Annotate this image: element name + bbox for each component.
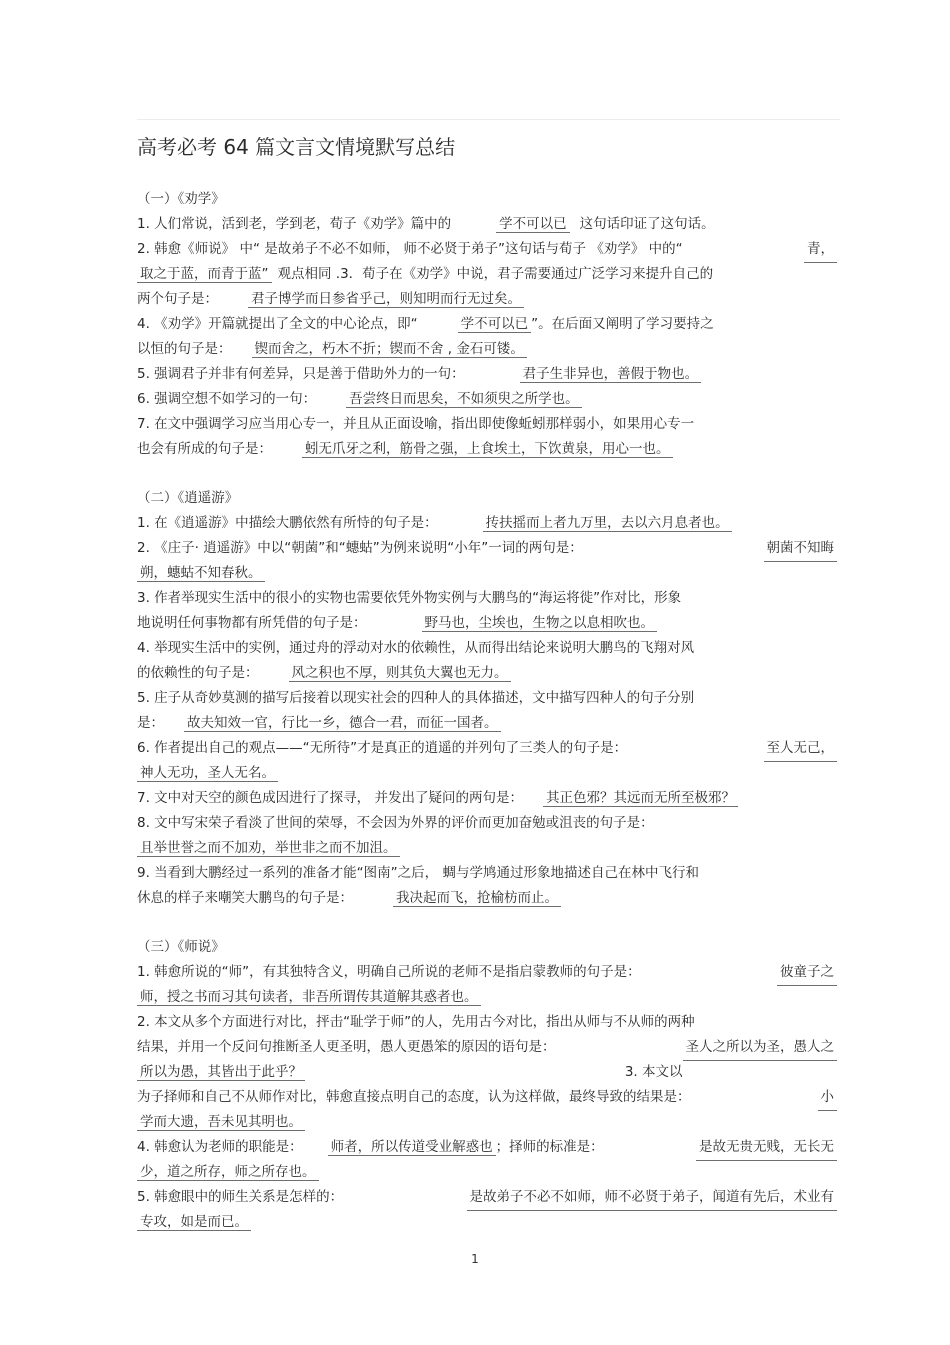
text-line	[137, 886, 837, 911]
text-line	[137, 1035, 837, 1060]
answer-blank: 学不可以已	[496, 216, 570, 233]
answer-blank: 君子生非异也，善假于物也。	[520, 366, 702, 383]
question-text: ；择师的标准是：	[495, 1139, 604, 1155]
text-line	[137, 1060, 837, 1085]
text-line	[137, 960, 837, 985]
answer-blank: 风之积也不厚，则其负大翼也无力。	[289, 665, 511, 682]
question-text: 4. 举现实生活中的实例，通过舟的浮动对水的依赖性，从而得出结论来说明大鹏鸟的飞翔对风	[137, 640, 695, 656]
page-number: 1	[471, 1252, 479, 1266]
question-text: 的依赖性的句子是：	[137, 665, 259, 681]
answer-blank: 且举世誉之而不加劝，举世非之而不加沮。	[137, 840, 400, 857]
answer-blank: 朔，蟪蛄不知春秋。	[137, 565, 265, 582]
text-line	[137, 237, 837, 262]
question-text: 3. 作者举现实生活中的很小的实物也需要依凭外物实例与大鹏鸟的“海运将徙”作对比，形象	[137, 590, 682, 606]
question-text: 2. 本文从多个方面进行对比，抨击“耻学于师”的人，先用古今对比，指出从师与不从师的两种	[137, 1014, 695, 1030]
answer-blank: 学不可以已	[458, 316, 532, 333]
text-line	[137, 287, 837, 312]
section-heading: （三）《师说》	[137, 939, 225, 955]
question-text: 2. 韩愈《师说》 中“ 是故弟子不必不如师， 师不必贤于弟子”这句话与荀子 《劝学》 中的“	[137, 241, 683, 257]
section-2	[137, 486, 837, 911]
question-text: ”。在后面又阐明了学习要持之	[531, 316, 714, 332]
answer-blank: 故夫知效一官，行比一乡，德合一君，而征一国者。	[184, 715, 501, 732]
text-line	[137, 312, 837, 337]
section-heading: （一）《劝学》	[137, 191, 225, 207]
question-text: 9. 当看到大鹏经过一系列的准备才能“图南”之后， 蜩与学鸠通过形象地描述自己在林中飞行和	[137, 865, 699, 881]
answer-blank: 君子博学而日参省乎己，则知明而行无过矣。	[248, 291, 524, 308]
answer-blank: 圣人之所以为圣，愚人之	[683, 1035, 838, 1061]
answer-blank: 所以为愚，其皆出于此乎？	[137, 1064, 305, 1081]
answer-blank: 青，	[804, 237, 837, 263]
question-text: 为子择师和自己不从师作对比，韩愈直接点明自己的态度，认为这样做，最终导致的结果是：	[137, 1089, 691, 1105]
question-text: 两个句子是：	[137, 291, 218, 307]
question-text: 地说明任何事物都有所凭借的句子是：	[137, 615, 367, 631]
answer-blank: 吾尝终日而思矣，不如须臾之所学也。	[346, 391, 582, 408]
answer-blank: 朝菌不知晦	[764, 536, 838, 562]
text-line	[137, 736, 837, 761]
question-text: 结果，并用一个反问句推断圣人更圣明，愚人更愚笨的原因的语句是：	[137, 1039, 556, 1055]
question-text: 6. 强调空想不如学习的一句：	[137, 391, 317, 407]
section-3	[137, 935, 837, 1235]
question-text: 5. 韩愈眼中的师生关系是怎样的：	[137, 1189, 344, 1205]
text-line	[137, 337, 837, 362]
answer-blank: 小	[818, 1085, 838, 1111]
text-line	[137, 711, 837, 736]
text-line	[137, 262, 837, 287]
answer-blank: 抟扶摇而上者九万里，去以六月息者也。	[483, 515, 732, 532]
question-text: 观点相同 .3．荀子在《劝学》中说，君子需要通过广泛学习来提升自己的	[277, 266, 714, 282]
answer-blank: 师者，所以传道受业解惑也	[328, 1139, 496, 1156]
answer-blank: 是故弟子不必不如师，师不必贤于弟子，闻道有先后，术业有	[467, 1185, 838, 1211]
answer-blank: 学而大遗，吾未见其明也。	[137, 1114, 305, 1131]
text-line	[137, 1210, 837, 1235]
document-title: 高考必考 64 篇文言文情境默写总结	[137, 135, 456, 159]
answer-blank: 取之于蓝，而青于蓝”	[137, 266, 272, 283]
text-line	[137, 1185, 837, 1210]
section-heading: （二）《逍遥游》	[137, 490, 239, 506]
question-text: 2. 《庄子· 逍遥游》中以“朝菌”和“蟪蛄”为例来说明“小年”一词的两句是：	[137, 540, 583, 556]
text-line	[137, 1135, 837, 1160]
text-line	[137, 1010, 837, 1035]
text-line	[137, 1110, 837, 1135]
header-rule	[137, 119, 840, 120]
answer-blank: 至人无己，	[764, 736, 838, 762]
text-line	[137, 536, 837, 561]
question-text: 1. 在《逍遥游》中描绘大鹏依然有所恃的句子是：	[137, 515, 438, 531]
answer-blank: 师，授之书而习其句读者，非吾所谓传其道解其惑者也。	[137, 989, 481, 1006]
question-text: 5. 强调君子并非有何差异，只是善于借助外力的一句：	[137, 366, 465, 382]
text-line	[137, 511, 837, 536]
text-line	[137, 412, 837, 437]
answer-blank: 野马也，尘埃也，生物之以息相吹也。	[422, 615, 658, 632]
question-text: 4. 《劝学》开篇就提出了全文的中心论点，即“	[137, 316, 418, 332]
text-line	[137, 362, 837, 387]
question-text: 休息的样子来嘲笑大鹏鸟的句子是：	[137, 890, 353, 906]
text-line	[137, 636, 837, 661]
text-line	[137, 212, 837, 237]
text-line	[137, 611, 837, 636]
answer-blank: 神人无功，圣人无名。	[137, 765, 278, 782]
question-text: 是：	[137, 715, 164, 731]
text-line	[137, 761, 837, 786]
question-text: 也会有所成的句子是：	[137, 441, 272, 457]
question-text: 7. 在文中强调学习应当用心专一，并且从正面设喻，指出即使像蚯蚓那样弱小，如果用心专一	[137, 416, 695, 432]
answer-blank: 专攻，如是而已。	[137, 1214, 251, 1231]
question-text: 这句话印证了这句话。	[579, 216, 715, 232]
text-line	[137, 1085, 837, 1110]
text-line	[137, 437, 837, 462]
answer-blank: 我决起而飞，抢榆枋而止。	[393, 890, 561, 907]
text-line	[137, 661, 837, 686]
answer-blank: 是故无贵无贱，无长无	[696, 1135, 837, 1161]
answer-blank: 蚓无爪牙之利，筋骨之强，上食埃土，下饮黄泉，用心一也。	[302, 441, 673, 458]
text-line	[137, 586, 837, 611]
text-line	[137, 861, 837, 886]
question-text: 7. 文中对天空的颜色成因进行了探寻， 并发出了疑问的两句是：	[137, 790, 523, 806]
document-body	[137, 187, 837, 1259]
text-line	[137, 686, 837, 711]
question-text: 3. 本文以	[624, 1064, 683, 1080]
text-line	[137, 387, 837, 412]
section-1	[137, 187, 837, 462]
text-line	[137, 985, 837, 1010]
answer-blank: 其正色邪？其远而无所至极邪？	[543, 790, 738, 807]
text-line	[137, 1160, 837, 1185]
question-text: 以恒的句子是：	[137, 341, 232, 357]
text-line	[137, 836, 837, 861]
text-line	[137, 561, 837, 586]
question-text: 6. 作者提出自己的观点——“无所待”才是真正的逍遥的并列句了三类人的句子是：	[137, 740, 628, 756]
answer-blank: 彼童子之	[777, 960, 837, 986]
question-text: 8. 文中写宋荣子看淡了世间的荣辱，不会因为外界的评价而更加奋勉或沮丧的句子是：	[137, 815, 654, 831]
text-line	[137, 811, 837, 836]
question-text: 1. 韩愈所说的“师”，有其独特含义，明确自己所说的老师不是指启蒙教师的句子是：	[137, 964, 641, 980]
question-text: 4. 韩愈认为老师的职能是：	[137, 1139, 303, 1155]
question-text: 1. 人们常说，活到老，学到老，荀子《劝学》篇中的	[137, 216, 452, 232]
answer-blank: 锲而舍之，朽木不折；锲而不舍 , 金石可镂。	[252, 341, 527, 358]
answer-blank: 少，道之所存，师之所存也。	[137, 1164, 319, 1181]
text-line	[137, 786, 837, 811]
question-text: 5. 庄子从奇妙莫测的描写后接着以现实社会的四种人的具体描述，文中描写四种人的句子分别	[137, 690, 695, 706]
